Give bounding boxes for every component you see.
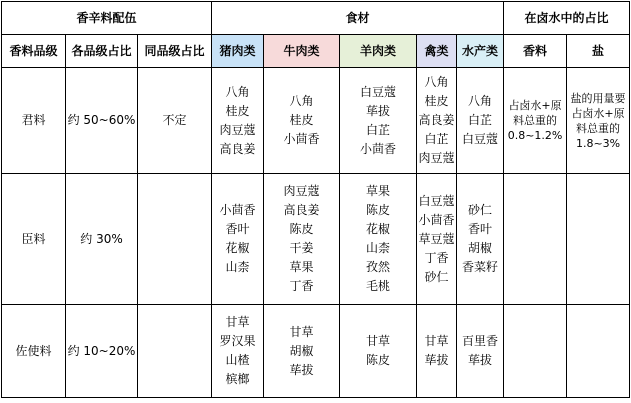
- ratio-line: 盐的用量要: [570, 91, 626, 105]
- list-item: 白芷: [366, 122, 391, 137]
- list-item: 小茴香: [283, 132, 320, 146]
- subheader-grade-ratio: 各品级占比: [66, 35, 138, 68]
- subheader-same-grade-ratio: 同品级占比: [138, 35, 212, 68]
- beef-spices-cell: [264, 68, 340, 174]
- lamb-spices-cell: [340, 174, 417, 305]
- table-row: [2, 305, 630, 398]
- aquatic-spices-cell: [457, 68, 504, 174]
- list-item: 白芷: [468, 113, 493, 127]
- ratio-line: 0.8~1.2%: [507, 129, 563, 142]
- spice-ratio-table: [1, 1, 630, 398]
- subheader-aquatic: 水产类: [457, 35, 504, 68]
- grade-ratio-cell: 约 10~20%: [66, 305, 138, 398]
- subheader-poultry: 禽类: [417, 35, 457, 68]
- list-item: 小茴香: [360, 141, 397, 156]
- list-item: 干姜: [289, 241, 314, 255]
- same-grade-ratio-cell: [138, 174, 212, 305]
- ratio-line: 料总重的: [576, 121, 621, 135]
- list-item: 小茴香: [418, 212, 455, 227]
- list-item: 小茴香: [219, 203, 256, 217]
- pork-spices-cell: [212, 68, 264, 174]
- poultry-spices-cell: [417, 174, 457, 305]
- table-row: [2, 68, 630, 174]
- table-row: [2, 174, 630, 305]
- list-item: 白豆蔻: [418, 193, 455, 208]
- grade-cell: 君料: [2, 68, 66, 174]
- ratio-line: 占卤水+原: [571, 106, 625, 120]
- list-item: 花椒: [366, 222, 391, 236]
- list-item: 高良姜: [219, 141, 256, 156]
- same-grade-ratio-cell: [138, 305, 212, 398]
- spice-ratio-cell: [504, 68, 567, 174]
- spice-ratio-cell: [504, 305, 567, 398]
- ratio-line: 占卤水+原: [508, 99, 562, 112]
- list-item: 高良姜: [283, 203, 320, 217]
- list-item: 山楂: [225, 353, 250, 367]
- list-item: 白豆蔻: [360, 84, 397, 99]
- beef-spices-cell: [264, 305, 340, 398]
- list-item: 甘草: [424, 334, 449, 348]
- header-ratio-in-brine: 在卤水中的占比: [504, 2, 630, 35]
- list-item: 桂皮: [289, 113, 314, 127]
- list-item: 桂皮: [225, 103, 250, 118]
- aquatic-spices-cell: [457, 174, 504, 305]
- list-item: 槟榔: [225, 372, 250, 386]
- list-item: 陈皮: [366, 203, 391, 217]
- aquatic-spices-cell: [457, 305, 504, 398]
- list-item: 丁香: [289, 279, 314, 293]
- list-item: 香菜籽: [462, 260, 499, 274]
- ratio-line: 1.8~3%: [575, 136, 621, 150]
- subheader-pork: 猪肉类: [212, 35, 264, 68]
- subheader-spice-grade: 香料品级: [2, 35, 66, 68]
- list-item: 白芷: [424, 132, 449, 146]
- list-item: 香叶: [225, 222, 250, 236]
- header-spice-pairing: 香辛料配伍: [2, 2, 212, 35]
- beef-spices-cell: [264, 174, 340, 305]
- same-grade-ratio-cell: 不定: [138, 68, 212, 174]
- list-item: 八角: [468, 94, 493, 108]
- subheader-salt: 盐: [567, 35, 630, 68]
- list-item: 荜拔: [366, 103, 391, 118]
- subheader-spice: 香料: [504, 35, 567, 68]
- list-item: 草果: [289, 260, 314, 274]
- list-item: 八角: [289, 94, 314, 108]
- list-item: 甘草: [289, 324, 314, 339]
- lamb-spices-cell: [340, 68, 417, 174]
- list-item: 罗汉果: [219, 334, 256, 348]
- list-item: 荜拔: [289, 362, 314, 377]
- list-item: 百里香: [462, 334, 499, 348]
- grade-ratio-cell: 约 50~60%: [66, 68, 138, 174]
- salt-ratio-cell: [567, 68, 630, 174]
- list-item: 山柰: [225, 260, 250, 274]
- pork-spices-cell: [212, 174, 264, 305]
- grade-cell: 臣料: [2, 174, 66, 305]
- subheader-beef: 牛肉类: [264, 35, 340, 68]
- list-item: 肉豆蔻: [418, 151, 455, 165]
- header-ingredients: 食材: [212, 2, 504, 35]
- list-item: 孜然: [366, 260, 391, 274]
- list-item: 肉豆蔻: [283, 184, 320, 198]
- list-item: 陈皮: [366, 353, 391, 367]
- list-item: 毛桃: [366, 279, 391, 293]
- list-item: 荜拔: [424, 353, 449, 367]
- list-item: 桂皮: [424, 94, 449, 108]
- salt-ratio-cell: [567, 305, 630, 398]
- list-item: 砂仁: [424, 269, 449, 284]
- list-item: 高良姜: [418, 113, 455, 127]
- list-item: 砂仁: [468, 203, 493, 217]
- grade-cell: 佐使料: [2, 305, 66, 398]
- list-item: 荜拔: [468, 353, 493, 367]
- list-item: 八角: [225, 84, 250, 99]
- list-item: 陈皮: [289, 222, 314, 236]
- lamb-spices-cell: [340, 305, 417, 398]
- list-item: 白豆蔻: [462, 132, 499, 146]
- list-item: 草果: [366, 184, 391, 198]
- list-item: 胡椒: [289, 343, 314, 358]
- ratio-line: 料总重的: [513, 114, 558, 127]
- grade-ratio-cell: 约 30%: [66, 174, 138, 305]
- spice-ratio-cell: [504, 174, 567, 305]
- list-item: 草豆蔻: [418, 231, 455, 246]
- list-item: 丁香: [424, 250, 449, 265]
- salt-ratio-cell: [567, 174, 630, 305]
- list-item: 八角: [424, 75, 449, 89]
- list-item: 甘草: [225, 315, 250, 329]
- pork-spices-cell: [212, 305, 264, 398]
- list-item: 肉豆蔻: [219, 122, 256, 137]
- poultry-spices-cell: [417, 68, 457, 174]
- list-item: 花椒: [225, 241, 250, 255]
- list-item: 山柰: [366, 241, 391, 255]
- poultry-spices-cell: [417, 305, 457, 398]
- list-item: 胡椒: [468, 241, 493, 255]
- list-item: 甘草: [366, 334, 391, 348]
- subheader-lamb: 羊肉类: [340, 35, 417, 68]
- list-item: 香叶: [468, 222, 493, 236]
